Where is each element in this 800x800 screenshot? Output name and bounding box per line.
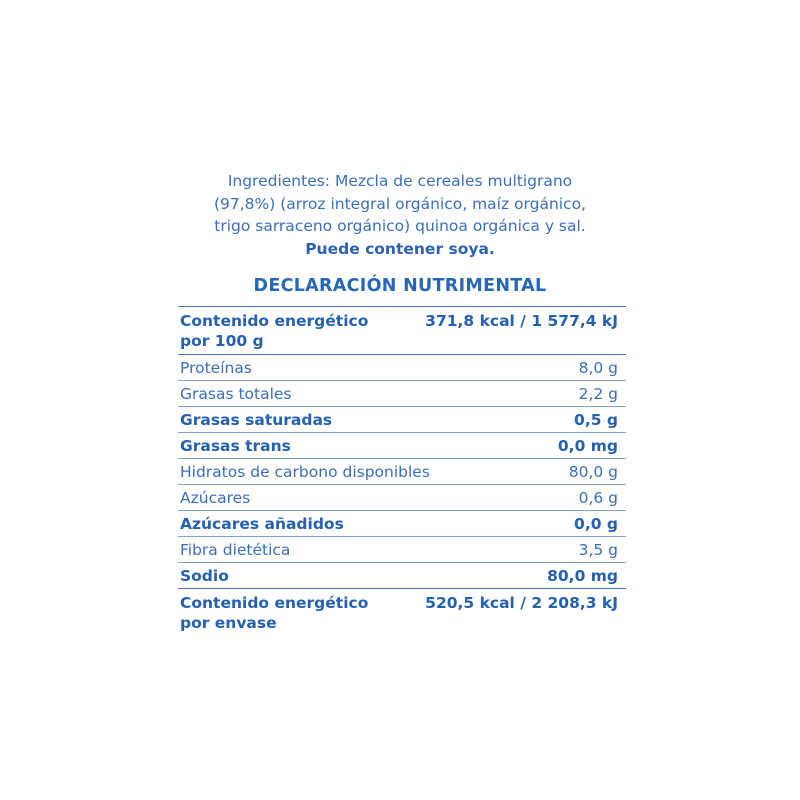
row-label: Grasas saturadas — [180, 410, 333, 429]
table-row — [178, 459, 626, 485]
nutrition-label — [172, 170, 628, 633]
row-label-line: Contenido energético — [180, 312, 369, 330]
nutrition-table — [178, 306, 626, 589]
energy-per-package-row — [178, 589, 626, 633]
row-value: 0,0 mg — [557, 436, 618, 455]
row-label: Grasas trans — [180, 436, 291, 455]
row-value: 0,6 g — [578, 488, 618, 507]
row-value: 0,0 g — [574, 514, 618, 533]
row-label-line: por 100 g — [180, 332, 264, 350]
row-label: Fibra dietética — [180, 540, 291, 559]
row-value: 520,5 kcal / 2 208,3 kJ — [425, 594, 618, 612]
ingredients-line: Ingredientes: Mezcla de cereales multigrano — [227, 172, 573, 190]
table-row — [178, 433, 626, 459]
row-value: 371,8 kcal / 1 577,4 kJ — [425, 312, 618, 330]
row-value: 80,0 g — [568, 462, 618, 481]
table-row — [178, 355, 626, 381]
row-label: Azúcares — [180, 488, 251, 507]
row-value: 80,0 mg — [547, 566, 618, 585]
table-row — [178, 485, 626, 511]
ingredients-line: trigo sarraceno orgánico) quinoa orgánica y sal. — [214, 217, 586, 235]
row-label — [180, 311, 368, 351]
row-label: Azúcares añadidos — [180, 514, 344, 533]
row-value: 3,5 g — [578, 540, 618, 559]
row-label — [180, 593, 368, 633]
row-label: Proteínas — [180, 358, 252, 377]
row-label: Hidratos de carbono disponibles — [180, 462, 430, 481]
table-row — [178, 407, 626, 433]
ingredients-text — [172, 170, 628, 260]
row-value: 0,5 g — [574, 410, 618, 429]
row-label: Sodio — [180, 566, 229, 585]
allergen-warning: Puede contener soya. — [305, 239, 495, 258]
ingredients-line: (97,8%) (arroz integral orgánico, maíz orgánico, — [213, 194, 587, 213]
energy-per-100g-row — [178, 307, 626, 355]
row-value: 8,0 g — [578, 358, 618, 377]
table-row — [178, 511, 626, 537]
row-label: Grasas totales — [180, 384, 292, 403]
row-label-line: por envase — [180, 614, 277, 632]
table-row — [178, 381, 626, 407]
table-row — [178, 537, 626, 563]
row-value: 2,2 g — [578, 384, 618, 403]
row-label-line: Contenido energético — [180, 594, 369, 612]
nutrition-title: DECLARACIÓN NUTRIMENTAL — [253, 276, 547, 296]
table-row — [178, 563, 626, 588]
